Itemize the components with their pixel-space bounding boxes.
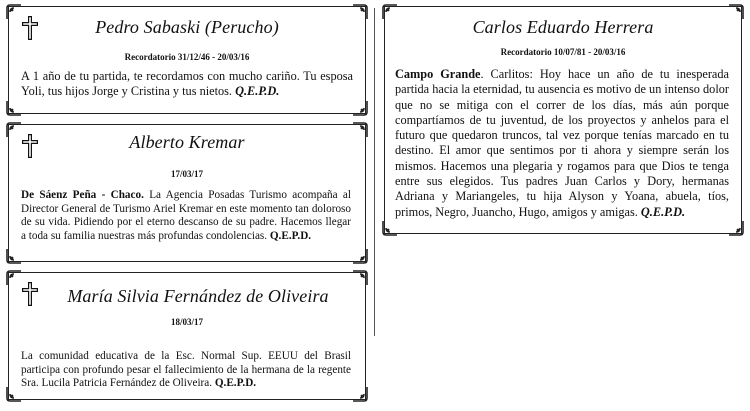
corner-ornament: [6, 386, 22, 402]
obituary-notice-alberto-kremar: [8, 124, 366, 262]
deceased-name: Carlos Eduardo Herrera: [472, 17, 654, 37]
notice-message: La Agencia Posadas Turismo acompaña al Director General de Turismo Ariel Kremar en este momento tan doloroso de su vida. Pidiendo por el eterno descanso de su padre. Hacemos llegar a toda su familia nuestras más profundas condolencias.: [21, 189, 351, 242]
notice-message: . Carlitos: Hoy hace un año de tu inesperada partida hacia la eternidad, tu ausencia es motivo de un intenso dolor que no se mitiga con el correr de los días, más aún porque compartíamos de tu juventud, de los proyectos y anhelos para el futuro que quedaron truncos, tal vez porque tenías marcado en tu destino. El amor que sentimos por ti ahora y siempre serán los mismos. Hacemos una plegaria y rogamos para que Dios te tenga entre sus elegidos. Tus padres Juan Carlos y Dory, hermanas Adriana y Mariangeles, tu hija Alyson y Yoana, abuela, tíos, primos, Negro, Juancho, Hugo, amigos y amigas.: [395, 67, 729, 219]
corner-ornament: [728, 220, 744, 236]
obituary-notice-carlos-herrera: [384, 6, 742, 234]
notice-text: [395, 67, 729, 220]
deceased-name: María Silvia Fernández de Oliveira: [67, 286, 329, 306]
corner-ornament: [352, 100, 368, 116]
corner-ornament: [6, 270, 22, 286]
notice-text: [21, 350, 351, 391]
notice-date: 18/03/17: [170, 317, 203, 327]
corner-ornament: [352, 270, 368, 286]
notice-closing: Q.E.P.D.: [640, 204, 686, 219]
notice-closing: Q.E.P.D.: [235, 84, 280, 99]
notice-text: [21, 69, 353, 100]
notice-closing: Q.E.P.D.: [269, 229, 312, 242]
corner-ornament: [352, 248, 368, 264]
notice-closing: Q.E.P.D.: [214, 377, 257, 389]
corner-ornament: [382, 220, 398, 236]
notice-location: De Sáenz Peña - Chaco.: [21, 189, 144, 201]
notice-message: A 1 año de tu partida, te recordamos con mucho cariño. Tu esposa Yoli, tus hijos Jorge y Cristina y tus nietos.: [21, 69, 353, 99]
notice-date: 17/03/17: [170, 169, 203, 179]
notice-date: Recordatorio 10/07/81 - 20/03/16: [500, 47, 626, 57]
deceased-name: Alberto Kremar: [129, 132, 245, 152]
notice-location: Campo Grande: [395, 67, 481, 81]
notice-date: Recordatorio 31/12/46 - 20/03/16: [124, 52, 250, 62]
notice-message: La comunidad educativa de la Esc. Normal Sup. EEUU del Brasil participa con profundo pesar el fallecimiento de la hermana de la regente Sra. Lucila Patricia Fernández de Oliveira.: [21, 350, 351, 389]
corner-ornament: [6, 248, 22, 264]
deceased-name: Pedro Sabaski (Perucho): [95, 17, 279, 37]
obituary-notice-maria-silvia: [8, 272, 366, 400]
obituary-notice-pedro-sabaski: [8, 6, 366, 114]
corner-ornament: [6, 100, 22, 116]
notice-text: [21, 189, 351, 243]
column-divider: [374, 8, 375, 336]
corner-ornament: [352, 386, 368, 402]
